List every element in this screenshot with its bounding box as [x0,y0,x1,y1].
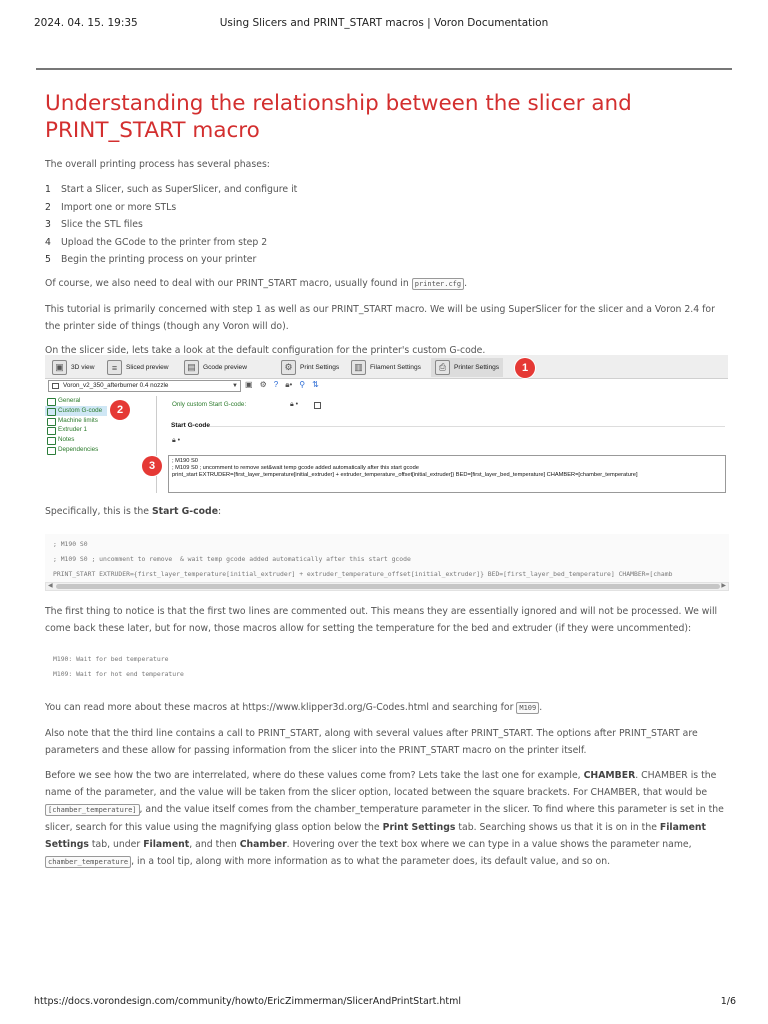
preset-toolbar [45,379,728,393]
only-custom-checkbox[interactable] [314,402,321,409]
list-item: 4 Upload the GCode to the printer from step 2 [45,236,268,248]
scroll-right-icon[interactable]: ▶ [721,583,726,589]
tree-item-extruder[interactable]: Extruder 1 [45,425,156,435]
slicer-screenshot [45,355,728,493]
steps-list [45,181,729,269]
printer-small-icon [52,383,59,389]
print-datetime: 2024. 04. 15. 19:35 [34,17,138,29]
paragraph: You can read more about these macros at https://www.klipper3d.org/G-Codes.html and searching for M109 . [45,702,543,713]
inline-code: printer.cfg [412,278,464,290]
slicer-tab-bar [45,355,728,379]
page-url: https://docs.vorondesign.com/community/howto/EricZimmerman/SlicerAndPrintStart.html [34,996,462,1007]
tab-filament-settings[interactable]: ▥ Filament Settings [347,358,425,377]
custom-gcode-panel [168,396,728,493]
layers-icon: ≡ [107,360,122,375]
tab-3d-view[interactable]: ▣ 3D view [48,358,98,377]
inline-code: [chamber_temperature] [45,804,140,816]
printer-icon: ⎙ [435,360,450,375]
paragraph: On the slicer side, lets take a look at the default configuration for the printer's custom G-code. [45,344,486,356]
print-header [0,0,768,40]
lock-icon: 🔒︎ • [172,437,181,444]
list-item: 2 Import one or more STLs [45,201,177,213]
lock-icon: 🔒︎ • [290,401,299,408]
inline-code: M109 [516,702,539,714]
cube-icon: ▣ [52,360,67,375]
callout-badge-3: 3 [142,456,162,476]
scrollbar-thumb[interactable] [56,584,720,589]
lock-icon: 🔒︎• [285,380,293,389]
code-block: M190: Wait for bed temperature M109: Wait for hot end temperature [53,655,184,678]
paragraph: Specifically, this is the Start G-code: [45,506,222,517]
paragraph: This tutorial is primarily concerned with step 1 as well as our PRINT_START macro. We will be using SuperSlicer for the slicer and a Voron 2.4 for the printer side of things (though any Voron will do). [45,303,715,332]
gear-icon: ⚙ [281,360,296,375]
gcode-icon: ▤ [184,360,199,375]
article-continued [45,503,729,871]
code-scrollbar[interactable] [45,582,729,591]
paragraph: Before we see how the two are interrelated, where do these values come from? Lets take the last one for example, CHAMBER. CHAMBER is the name of the parameter, and the value will be taken from the slicer option, located between the square brackets. For CHAMBER, that would be [chamber_temperature] , and the value itself comes from the chamber_temperature parameter in the slicer. To find where this parameter is set in the slicer, search for this value using the magnifying glass option below the Print Settings tab. Searching shows us that it is on in the Filament Settings tab, under Filament, and then Chamber. Hovering over the text box where we can type in a value shows the parameter name, chamber_temperature , in a tool tip, along with more information as to what the parameter does, its default value, and so on. [45,770,724,867]
tab-printer-settings[interactable]: ⎙ Printer Settings [431,358,503,377]
inline-code: chamber_temperature [45,856,131,868]
scroll-left-icon[interactable]: ◀ [48,583,53,589]
intro-paragraph: The overall printing process has several phases: [45,159,270,170]
tree-item-general[interactable]: General [45,396,156,406]
tab-sliced-preview[interactable]: ≡ Sliced preview [103,358,173,377]
save-icon[interactable]: ▣ [245,380,253,389]
preset-select[interactable]: Voron_v2_350_afterburner 0.4 nozzle ▼ [48,380,241,392]
search-icon[interactable]: ⚲ [299,380,306,389]
tree-item-notes[interactable]: Notes [45,435,156,445]
page-title: Understanding the relationship between the slicer and PRINT_START macro [45,91,632,143]
start-gcode-label: Start G-code [171,422,211,429]
callout-badge-2: 2 [110,400,130,420]
chevron-down-icon: ▼ [232,383,238,389]
print-title: Using Slicers and PRINT_START macros | Voron Documentation [219,17,549,29]
tree-item-dependencies[interactable]: Dependencies [45,445,156,455]
start-gcode-textarea[interactable]: ; M190 S0 ; M109 S0 ; uncomment to remove set&wait temp gcode added automatically after this start gcode print_start EXTRUDER={first_layer_temperature[initial_extruder] + extruder_temperature_offset[initial_extruder]} BED=[first_layer_bed_temperature] CHAMBER=[chamber_temperature] [168,455,726,493]
compare-icon[interactable]: ⇅ [312,380,319,389]
callout-badge-1: 1 [515,358,535,378]
code-block: ; M190 S0 ; M109 S0 ; uncomment to remove & wait temp gcode added automatically after this start gcode PRINT_START EXTRUDER={first_layer_temperature[initial_extruder] + extruder_temperature_offset[initial_extruder]} BED=[first_layer_bed_temperature] CHAMBER=[chamb [45,534,729,582]
filament-icon: ▥ [351,360,366,375]
page-number: 1/6 [720,996,736,1007]
tree-item-custom-gcode[interactable]: Custom G-code [45,406,107,416]
article [45,90,729,359]
only-custom-label: Only custom Start G-code: [172,401,247,408]
divider [210,426,725,427]
tab-gcode-preview[interactable]: ▤ Gcode preview [180,358,251,377]
list-item: 5 Begin the printing process on your printer [45,254,257,265]
paragraph: Also note that the third line contains a call to PRINT_START, along with several values after PRINT_START. The options after PRINT_START are parameters and these allow for passing information from the slicer into the PRINT_START macro on the printer itself. [45,728,698,756]
preset-actions [245,380,319,390]
divider [36,68,732,70]
tree-item-machine-limits[interactable]: Machine limits [45,416,156,426]
list-item: 3 Slice the STL files [45,219,143,230]
tab-print-settings[interactable]: ⚙ Print Settings [277,358,343,377]
settings-tree [45,396,157,493]
settings-icon[interactable]: ⚙ [259,380,267,389]
paragraph: Of course, we also need to deal with our PRINT_START macro, usually found in printer.cfg . [45,277,468,289]
paragraph: The first thing to notice is that the first two lines are commented out. This means they are essentially ignored and will not be processed. We will come back these later, but for now, those macros allow for setting the temperature for the bed and extruder (if they were uncommented): [45,606,718,634]
list-item: 1 Start a Slicer, such as SuperSlicer, and configure it [45,184,298,195]
help-icon[interactable]: ? [273,380,279,389]
